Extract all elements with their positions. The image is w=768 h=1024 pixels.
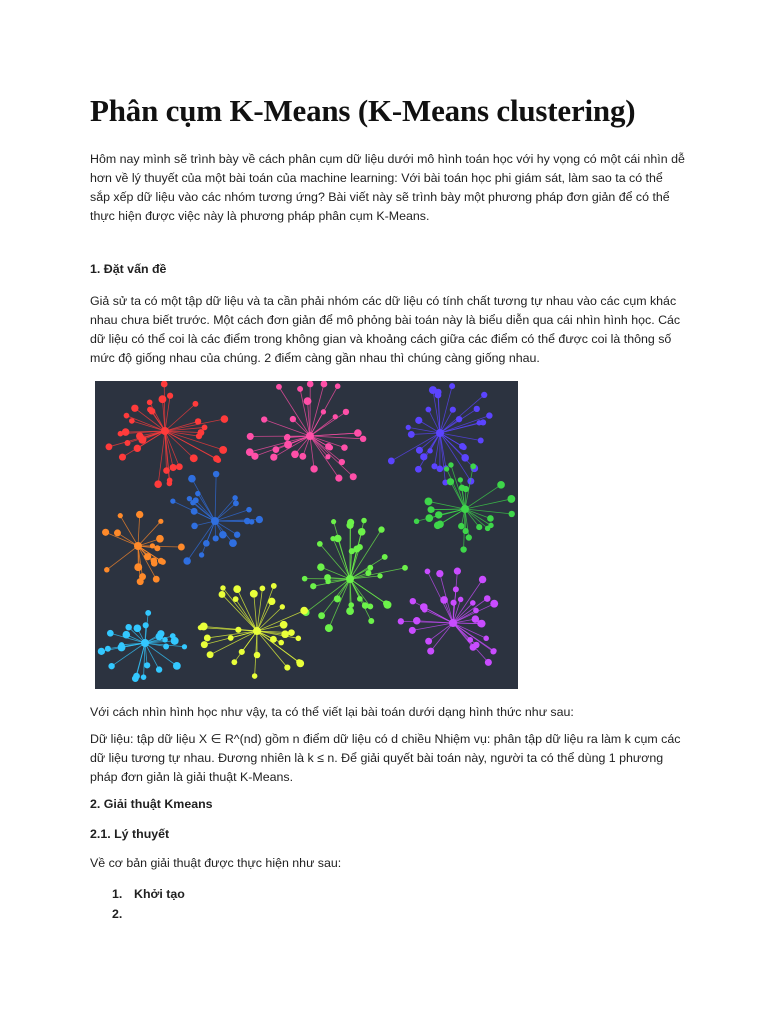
cluster-center (253, 627, 261, 635)
cluster-1 (106, 381, 229, 488)
data-point (143, 622, 149, 628)
section-1-heading: 1. Đặt vấn đề (90, 262, 167, 276)
data-point (450, 407, 456, 413)
steps-list (112, 884, 185, 924)
data-point (171, 637, 179, 645)
data-point (509, 511, 515, 517)
cluster-link (204, 631, 257, 645)
data-point (122, 428, 130, 436)
data-point (425, 638, 432, 645)
data-point (108, 663, 114, 669)
data-point (229, 539, 237, 547)
cluster-center (141, 639, 149, 647)
cluster-link (465, 509, 488, 528)
cluster-link (279, 387, 310, 436)
data-point (486, 412, 492, 418)
cluster-link (334, 522, 350, 579)
data-point (144, 662, 150, 668)
data-point (388, 458, 395, 465)
cluster-link (257, 625, 284, 631)
data-point (187, 496, 192, 501)
data-point (119, 454, 126, 461)
data-point (136, 432, 143, 439)
cluster-link (264, 420, 310, 436)
data-point (197, 429, 204, 436)
data-point (481, 392, 487, 398)
data-point (233, 500, 239, 506)
cluster-link (310, 386, 338, 436)
data-point (416, 447, 423, 454)
data-point (408, 431, 415, 438)
data-point (321, 381, 328, 387)
cluster-center (161, 427, 169, 435)
cluster-2 (246, 381, 366, 482)
data-point (151, 560, 158, 567)
data-point (490, 600, 498, 608)
cluster-link (215, 503, 236, 521)
data-point (288, 629, 295, 636)
cluster-link (412, 623, 453, 630)
data-point (480, 419, 486, 425)
data-point (280, 621, 288, 629)
data-point (384, 601, 392, 609)
data-point (129, 418, 135, 424)
data-point (145, 610, 151, 616)
data-point (484, 595, 491, 602)
data-point (167, 481, 173, 487)
data-point (325, 624, 333, 632)
data-point (377, 573, 382, 578)
data-point (425, 569, 431, 575)
data-point (487, 515, 494, 522)
data-point (333, 414, 338, 419)
data-point (231, 659, 237, 665)
data-point (291, 450, 299, 458)
section-2-1-heading: 2.1. Lý thuyết (90, 827, 170, 841)
cluster-center (436, 429, 444, 437)
data-point (436, 570, 443, 577)
data-point (131, 405, 138, 412)
data-point (458, 477, 463, 482)
data-point (331, 519, 336, 524)
data-point (478, 620, 486, 628)
data-point (104, 567, 109, 572)
data-point (406, 425, 411, 430)
list-item-number: 2. (112, 907, 123, 921)
data-point (235, 627, 241, 633)
data-point (284, 435, 290, 441)
data-point (157, 630, 164, 637)
cluster-link (236, 599, 257, 631)
data-point (199, 552, 204, 557)
cluster-link (120, 516, 138, 546)
data-point (170, 499, 175, 504)
data-point (307, 381, 314, 387)
list-item-text: Khởi tạo (134, 887, 185, 901)
cluster-center (211, 517, 219, 525)
data-point (290, 416, 296, 422)
data-point (360, 436, 366, 442)
data-point (133, 673, 140, 680)
cluster-link (145, 643, 177, 666)
data-point (378, 526, 384, 532)
data-point (470, 463, 476, 469)
data-point (156, 666, 162, 672)
data-point (348, 602, 354, 608)
data-point (476, 524, 482, 530)
data-point (330, 536, 335, 541)
data-point (215, 457, 221, 463)
data-point (278, 640, 284, 646)
data-point (347, 519, 354, 526)
data-point (118, 513, 123, 518)
data-point (507, 495, 515, 503)
cluster-center (461, 505, 469, 513)
data-point (478, 437, 484, 443)
data-point (161, 381, 168, 387)
cluster-link (329, 579, 350, 628)
data-point (382, 554, 388, 560)
cluster-link (257, 607, 282, 631)
data-point (483, 636, 489, 642)
data-point (474, 406, 480, 412)
data-point (425, 498, 433, 506)
data-point (284, 664, 290, 670)
data-point (154, 545, 160, 551)
section-2-heading: 2. Giải thuật Kmeans (90, 797, 213, 811)
cluster-link (257, 631, 300, 663)
after-figure-paragraph: Với cách nhìn hình học như vậy, ta có thể viết lại bài toán dưới dạng hình thức như sau: (90, 705, 574, 719)
data-point (300, 607, 308, 615)
data-point (341, 444, 348, 451)
data-point (310, 465, 317, 472)
data-point (105, 646, 111, 652)
data-point (296, 636, 302, 642)
data-point (413, 617, 420, 624)
data-point (124, 413, 130, 419)
data-point (193, 401, 199, 407)
data-point (414, 519, 419, 524)
data-point (202, 424, 208, 430)
data-point (141, 674, 147, 680)
data-point (302, 576, 308, 582)
data-point (220, 585, 225, 590)
data-point (415, 417, 422, 424)
data-point (134, 624, 142, 632)
data-point (353, 545, 360, 552)
data-point (178, 544, 185, 551)
data-point (310, 583, 316, 589)
cluster-9 (98, 610, 187, 682)
cluster-link (215, 474, 216, 521)
data-point (454, 568, 461, 575)
cluster-link (257, 611, 304, 631)
data-point (479, 576, 486, 583)
cluster-8 (398, 568, 499, 666)
data-point (422, 607, 428, 613)
list-item (112, 904, 185, 924)
data-point (325, 579, 331, 585)
data-point (428, 506, 435, 513)
data-point (233, 585, 241, 593)
data-point (358, 528, 366, 536)
data-point (318, 612, 325, 619)
data-point (252, 673, 258, 679)
page-title: Phân cụm K-Means (K-Means clustering) (90, 93, 636, 128)
data-point (176, 463, 183, 470)
data-point (458, 523, 464, 529)
data-point (284, 441, 292, 449)
data-point (207, 651, 214, 658)
cluster-link (431, 509, 465, 510)
data-point (125, 624, 131, 630)
data-point (158, 519, 163, 524)
data-point (367, 565, 373, 571)
cluster-5 (414, 462, 515, 552)
data-point (188, 475, 196, 483)
cluster-center (306, 432, 314, 440)
data-point (276, 384, 282, 390)
intro-paragraph: Hôm nay mình sẽ trình bày về cách phân cụm dữ liệu dưới mô hình toán học với hy vọng có một cái nhìn dễ hơn về lý thuyết của một bài toán của machine learning: Với bài toán học phi giám sát, làm sao ta có thể sắp xếp dữ liệu vào các nhóm tương ứng? Bài viết này sẽ trình bày một phương pháp đơn giản để có thể thực hiện được việc này là phương pháp phân cụm K-Means. (90, 152, 685, 224)
data-point (173, 662, 181, 670)
data-point (219, 591, 226, 598)
data-point (420, 453, 427, 460)
formal-definition-paragraph: Dữ liệu: tập dữ liệu X ∈ R^(nd) gồm n điểm dữ liệu có d chiều Nhiệm vụ: phân tập dữ liệu ra làm k cụm các dữ liệu tương tự nhau. Đương nhiên là k ≤ n. Để giải quyết bài toán này, người ta có thể dùng 1 phương pháp đơn giản là giải thuật K-Means. (90, 732, 681, 785)
data-point (458, 597, 464, 603)
data-point (147, 407, 153, 413)
cluster-link (310, 433, 359, 436)
data-point (415, 466, 422, 473)
data-point (296, 660, 304, 668)
data-point (427, 648, 434, 655)
data-point (317, 541, 323, 547)
data-point (472, 615, 480, 623)
clusters-illustration (95, 381, 518, 689)
cluster-center (449, 619, 457, 627)
data-point (398, 618, 404, 624)
data-point (198, 625, 203, 630)
data-point (154, 480, 162, 488)
data-point (170, 464, 177, 471)
data-point (219, 446, 227, 454)
data-point (365, 570, 371, 576)
cluster-link (222, 594, 257, 631)
data-point (150, 543, 155, 548)
data-point (466, 534, 472, 540)
data-point (114, 529, 121, 536)
data-point (271, 583, 277, 589)
data-point (470, 600, 476, 606)
data-point (410, 598, 416, 604)
data-point (357, 596, 363, 602)
data-point (98, 648, 105, 655)
data-point (343, 409, 349, 415)
data-point (299, 453, 306, 460)
cluster-6 (102, 511, 185, 585)
cluster-link (417, 509, 465, 521)
data-point (239, 649, 245, 655)
cluster-center (346, 575, 354, 583)
data-point (163, 644, 169, 650)
data-point (440, 596, 448, 604)
data-point (444, 466, 449, 471)
cluster-link (106, 532, 138, 546)
data-point (362, 602, 369, 609)
data-point (327, 445, 333, 451)
clusters-figure (95, 381, 518, 689)
data-point (159, 559, 164, 564)
data-point (431, 463, 437, 469)
data-point (490, 649, 496, 655)
data-point (153, 576, 160, 583)
data-point (261, 416, 267, 422)
data-point (426, 407, 432, 413)
cluster-3 (388, 383, 493, 485)
data-point (256, 516, 263, 523)
cluster-link (138, 515, 140, 546)
data-point (317, 563, 324, 570)
data-point (167, 393, 173, 399)
list-item-number: 1. (112, 887, 123, 901)
data-point (346, 607, 354, 615)
data-point (191, 523, 198, 530)
cluster-link (411, 433, 440, 434)
data-point (136, 511, 143, 518)
cluster-center (134, 542, 142, 550)
data-point (350, 473, 357, 480)
data-point (201, 641, 208, 648)
data-point (102, 529, 109, 536)
data-point (435, 389, 442, 396)
data-point (213, 535, 219, 541)
data-point (221, 415, 229, 423)
cluster-10 (198, 583, 308, 679)
cluster-link (107, 546, 138, 570)
data-point (250, 590, 258, 598)
data-point (270, 454, 277, 461)
data-point (409, 627, 416, 634)
data-point (193, 497, 199, 503)
cluster-link (109, 431, 165, 447)
data-point (232, 495, 237, 500)
data-point (159, 395, 167, 403)
data-point (361, 518, 367, 524)
data-point (485, 659, 492, 666)
data-point (460, 546, 466, 552)
data-point (335, 383, 341, 389)
data-point (106, 443, 113, 450)
cluster-link (108, 643, 145, 649)
cluster-link (427, 571, 453, 623)
cluster-link (320, 544, 350, 579)
data-point (485, 526, 490, 531)
data-point (260, 586, 266, 592)
cluster-link (250, 436, 310, 452)
cluster-link (313, 579, 350, 586)
data-point (470, 644, 477, 651)
data-point (183, 557, 190, 564)
data-point (437, 466, 444, 473)
data-point (107, 630, 114, 637)
data-point (297, 386, 303, 392)
list-item (112, 884, 185, 904)
data-point (156, 535, 164, 543)
data-point (182, 644, 187, 649)
data-point (190, 454, 198, 462)
section-2-1-paragraph: Về cơ bản giải thuật được thực hiện như sau: (90, 856, 342, 870)
cluster-7 (302, 518, 408, 632)
data-point (434, 522, 441, 529)
data-point (402, 565, 408, 571)
data-point (219, 531, 227, 539)
data-point (368, 618, 374, 624)
data-point (281, 630, 289, 638)
data-point (448, 462, 453, 467)
data-point (254, 652, 261, 659)
data-point (204, 635, 211, 642)
data-point (234, 532, 240, 538)
cluster-4 (170, 471, 263, 565)
data-point (356, 430, 362, 436)
data-point (449, 383, 455, 389)
data-point (139, 573, 146, 580)
data-point (463, 486, 469, 492)
data-point (461, 454, 469, 462)
data-point (335, 475, 342, 482)
section-1-paragraph: Giả sử ta có một tập dữ liệu và ta cần phải nhóm các dữ liệu có tính chất tương tự nhau vào các cụm khác nhau chưa biết trước. Một cách đơn giản để mô phỏng bài toán này là biểu diễn qua cái nhìn hình học. Các dữ liệu có thể coi là các điểm trong không gian và khoảng cách giữa các điểm có thể được coi là thông số mức độ giống nhau của chúng. 2 điểm càng gần nhau thì chúng càng giống nhau. (90, 294, 681, 366)
data-point (450, 600, 456, 606)
data-point (213, 471, 219, 477)
data-point (147, 399, 153, 405)
cluster-link (158, 431, 165, 484)
cluster-link (165, 419, 224, 431)
data-point (247, 433, 254, 440)
data-point (447, 478, 454, 485)
data-point (280, 604, 285, 609)
data-point (251, 453, 258, 460)
data-point (461, 445, 467, 451)
data-point (497, 481, 505, 489)
cluster-link (350, 579, 370, 606)
data-point (246, 507, 252, 513)
cluster-link (350, 579, 388, 605)
